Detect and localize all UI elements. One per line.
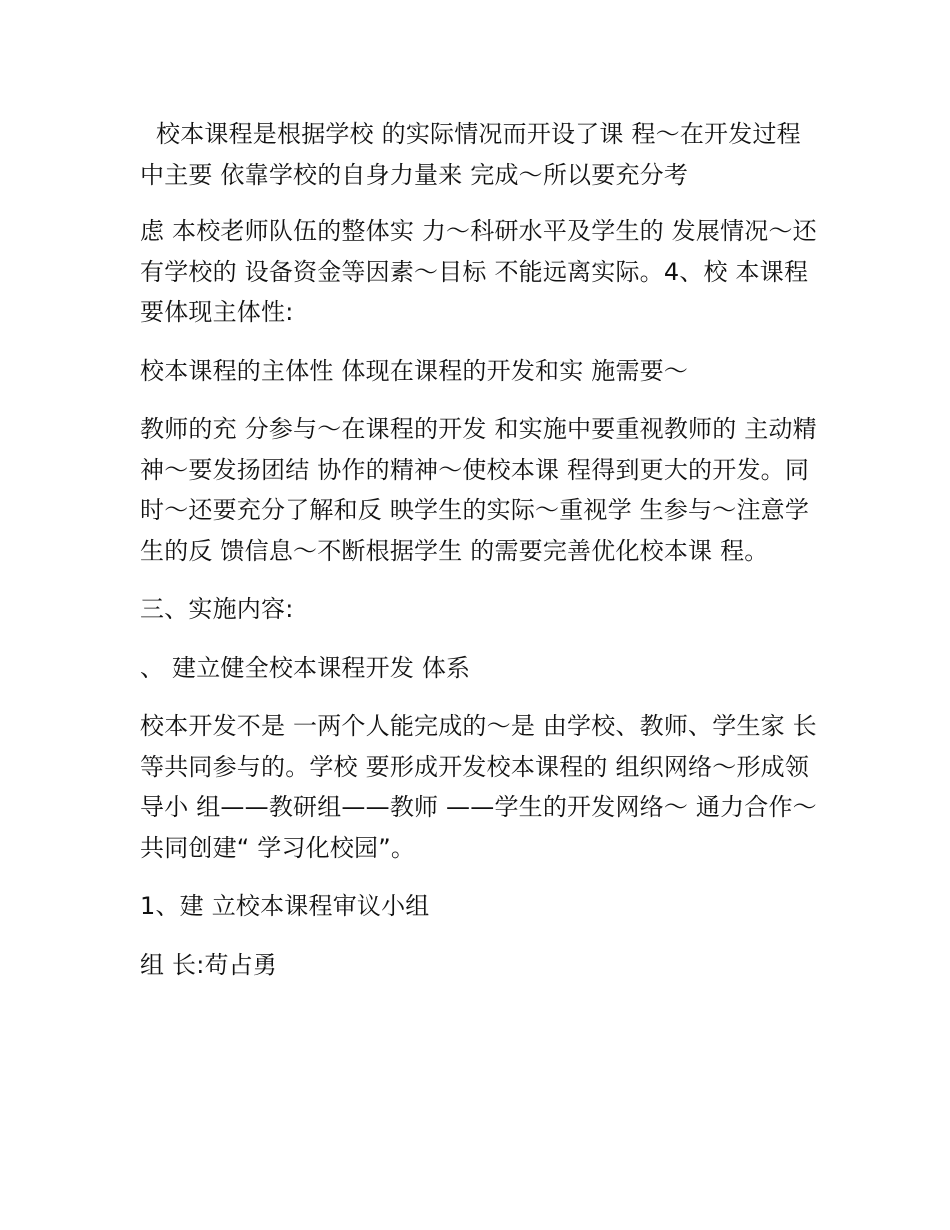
paragraph-teacher-participation: 教师的充 分参与～在课程的开发 和实施中要重视教师的 主动精神～要发扬团结 协作的精神～使校本课 程得到更大的开发。同 时～还要充分了解和反 映学生的实际～重视学 生参与～注意学生的反 馈信息～不断根据学生 的需要完善优化校本课 程。 — [140, 415, 817, 565]
paragraph-considerations: 虑 本校老师队伍的整体实 力～科研水平及学生的 发展情况～还有学校的 设备资金等因素～目标 不能远离实际。4、校 本课程要体现主体性: — [140, 217, 817, 326]
subheading-review-group: 1、建 立校本课程审议小组 — [140, 892, 430, 920]
paragraph-group-leader: 组 长:苟占勇 — [140, 950, 278, 979]
paragraph-subjectivity: 校本课程的主体性 体现在课程的开发和实 施需要～ — [140, 356, 689, 385]
subheading-system: 、 建立健全校本课程开发 体系 — [140, 653, 471, 682]
section-heading-implementation: 三、实施内容: — [140, 595, 294, 623]
document-body — [140, 114, 820, 1003]
paragraph-development-network: 校本开发不是 一两个人能完成的～是 由学校、教师、学生家 长等共同参与的。学校 要形成开发校本课程的 组织网络～形成领导小 组——教研组——教师 ——学生的开发网络～ 通力合作～共同创建“ 学习化校园”。 — [140, 712, 817, 862]
paragraph-intro: 校本课程是根据学校 的实际情况而开设了课 程～在开发过程中主要 依靠学校的自身力量来 完成～所以要充分考 — [140, 120, 801, 189]
